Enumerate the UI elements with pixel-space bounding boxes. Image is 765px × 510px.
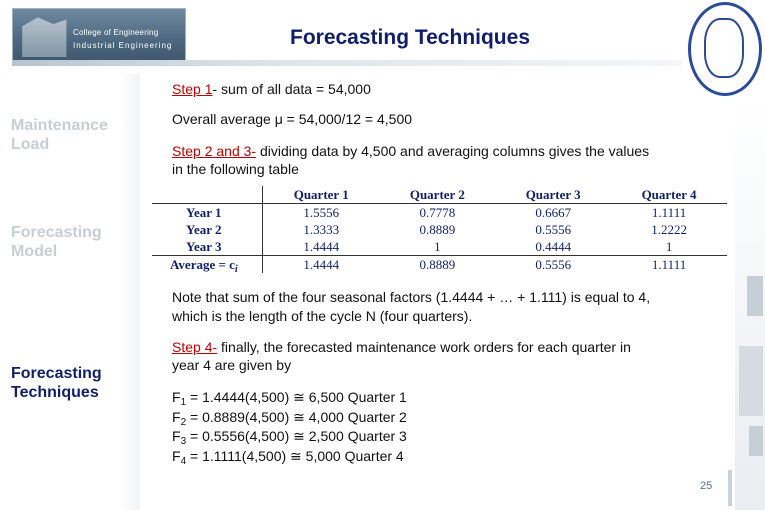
decor-block (749, 426, 763, 456)
sidebar-item-label: Load (11, 136, 50, 153)
forecast-expression: = 0.5556(4,500) ≅ 2,500 Quarter 3 (186, 428, 407, 444)
step23-text-line2: in the following table (172, 161, 299, 177)
forecast-symbol: F (172, 409, 181, 425)
forecast-line (172, 427, 407, 445)
sidebar-item-label: Maintenance (11, 117, 108, 134)
table-row (152, 221, 727, 238)
forecast-index: 3 (180, 436, 187, 447)
step1-label: Step 1 (172, 81, 213, 97)
building-icon (17, 13, 69, 57)
forecast-line (172, 388, 407, 406)
table-cell: 1.1111 (611, 256, 727, 274)
step23-text: dividing data by 4,500 and averaging columns gives the values (256, 143, 650, 159)
forecast-expression: = 1.1111(4,500) ≅ 5,000 Quarter 4 (186, 448, 404, 464)
sidebar-item-label: Forecasting (11, 224, 102, 241)
table-header: Quarter 3 (495, 186, 611, 204)
college-logo (12, 8, 186, 62)
forecast-symbol: F (172, 389, 181, 405)
row-label: Year 1 (186, 204, 222, 220)
step23-line (172, 142, 649, 160)
step4-label: Step 4- (172, 339, 218, 355)
sidebar (0, 74, 140, 510)
sidebar-item-label: Forecasting (11, 365, 102, 382)
forecast-symbol: F (172, 428, 181, 444)
sidebar-item-label: Model (11, 243, 58, 260)
sidebar-item-forecasting-model[interactable] (11, 223, 102, 261)
row-label: Year 2 (186, 221, 222, 237)
forecast-symbol: F (172, 448, 181, 464)
table-cell: 0.8889 (419, 221, 456, 237)
row-label (152, 256, 263, 274)
seasonal-factors-table (152, 186, 727, 273)
table-cell: 0.7778 (419, 204, 456, 220)
row-label: Year 3 (186, 238, 222, 254)
overall-average: Overall average μ = 54,000/12 = 4,500 (172, 111, 413, 127)
forecast-line (172, 447, 404, 465)
average-label-index: i (234, 263, 238, 275)
slide-title: Forecasting Techniques (290, 26, 530, 49)
step4-text: finally, the forecasted maintenance work orders for each quarter in (217, 339, 631, 355)
table-row (152, 204, 727, 222)
table-cell: 0.4444 (535, 238, 572, 254)
table-cell: 1.4444 (263, 238, 380, 256)
logo-college-text: College of Engineering (73, 28, 159, 37)
forecast-index: 2 (180, 417, 187, 428)
step1-text: - sum of all data = 54,000 (212, 81, 371, 97)
note-line1: Note that sum of the four seasonal factors (1.4444 + … + 1.111) is equal to 4, (172, 289, 651, 305)
table-header-row (152, 186, 727, 204)
university-seal-icon (684, 0, 762, 96)
average-label: Average = c (170, 256, 235, 272)
table-header: Quarter 4 (611, 186, 727, 204)
table-cell: 0.6667 (535, 204, 572, 220)
forecast-line (172, 408, 407, 426)
table-corner (152, 186, 263, 204)
table-cell: 0.8889 (379, 256, 495, 274)
right-decoration (735, 96, 765, 510)
forecast-index: 4 (180, 456, 187, 467)
sidebar-item-forecasting-techniques[interactable] (11, 364, 102, 402)
logo-department-text: Industrial Engineering (73, 41, 173, 50)
step4-text-line2: year 4 are given by (172, 357, 292, 373)
step4-line (172, 338, 631, 356)
forecast-expression: = 1.4444(4,500) ≅ 6,500 Quarter 1 (186, 389, 407, 405)
table-cell: 1.5556 (263, 204, 380, 222)
forecast-expression: = 0.8889(4,500) ≅ 4,000 Quarter 2 (186, 409, 407, 425)
page-number: 25 (700, 480, 713, 492)
page-number-bar (728, 470, 732, 506)
table-cell: 1.3333 (263, 221, 380, 238)
step23-label: Step 2 and 3- (172, 143, 257, 159)
table-header: Quarter 2 (379, 186, 495, 204)
table-cell: 0.5556 (535, 221, 572, 237)
note-line2: which is the length of the cycle N (four quarters). (172, 308, 473, 324)
header-divider (12, 60, 682, 66)
decor-block (747, 276, 763, 316)
decor-block (739, 346, 763, 416)
sidebar-item-maintenance-load[interactable] (11, 116, 108, 154)
table-header: Quarter 1 (263, 186, 380, 204)
table-cell: 1 (665, 238, 673, 254)
seal-emblem (704, 18, 744, 78)
table-cell: 1.4444 (263, 256, 380, 274)
forecast-index: 1 (180, 397, 187, 408)
table-cell: 1.1111 (651, 204, 687, 220)
sidebar-item-label: Techniques (11, 384, 99, 401)
table-cell: 1.2222 (651, 221, 687, 237)
table-cell: 0.5556 (495, 256, 611, 274)
table-row-average (152, 256, 727, 274)
step1-line (172, 80, 371, 98)
table-row (152, 238, 727, 256)
slide-header (0, 0, 765, 74)
table-cell: 1 (434, 238, 441, 254)
